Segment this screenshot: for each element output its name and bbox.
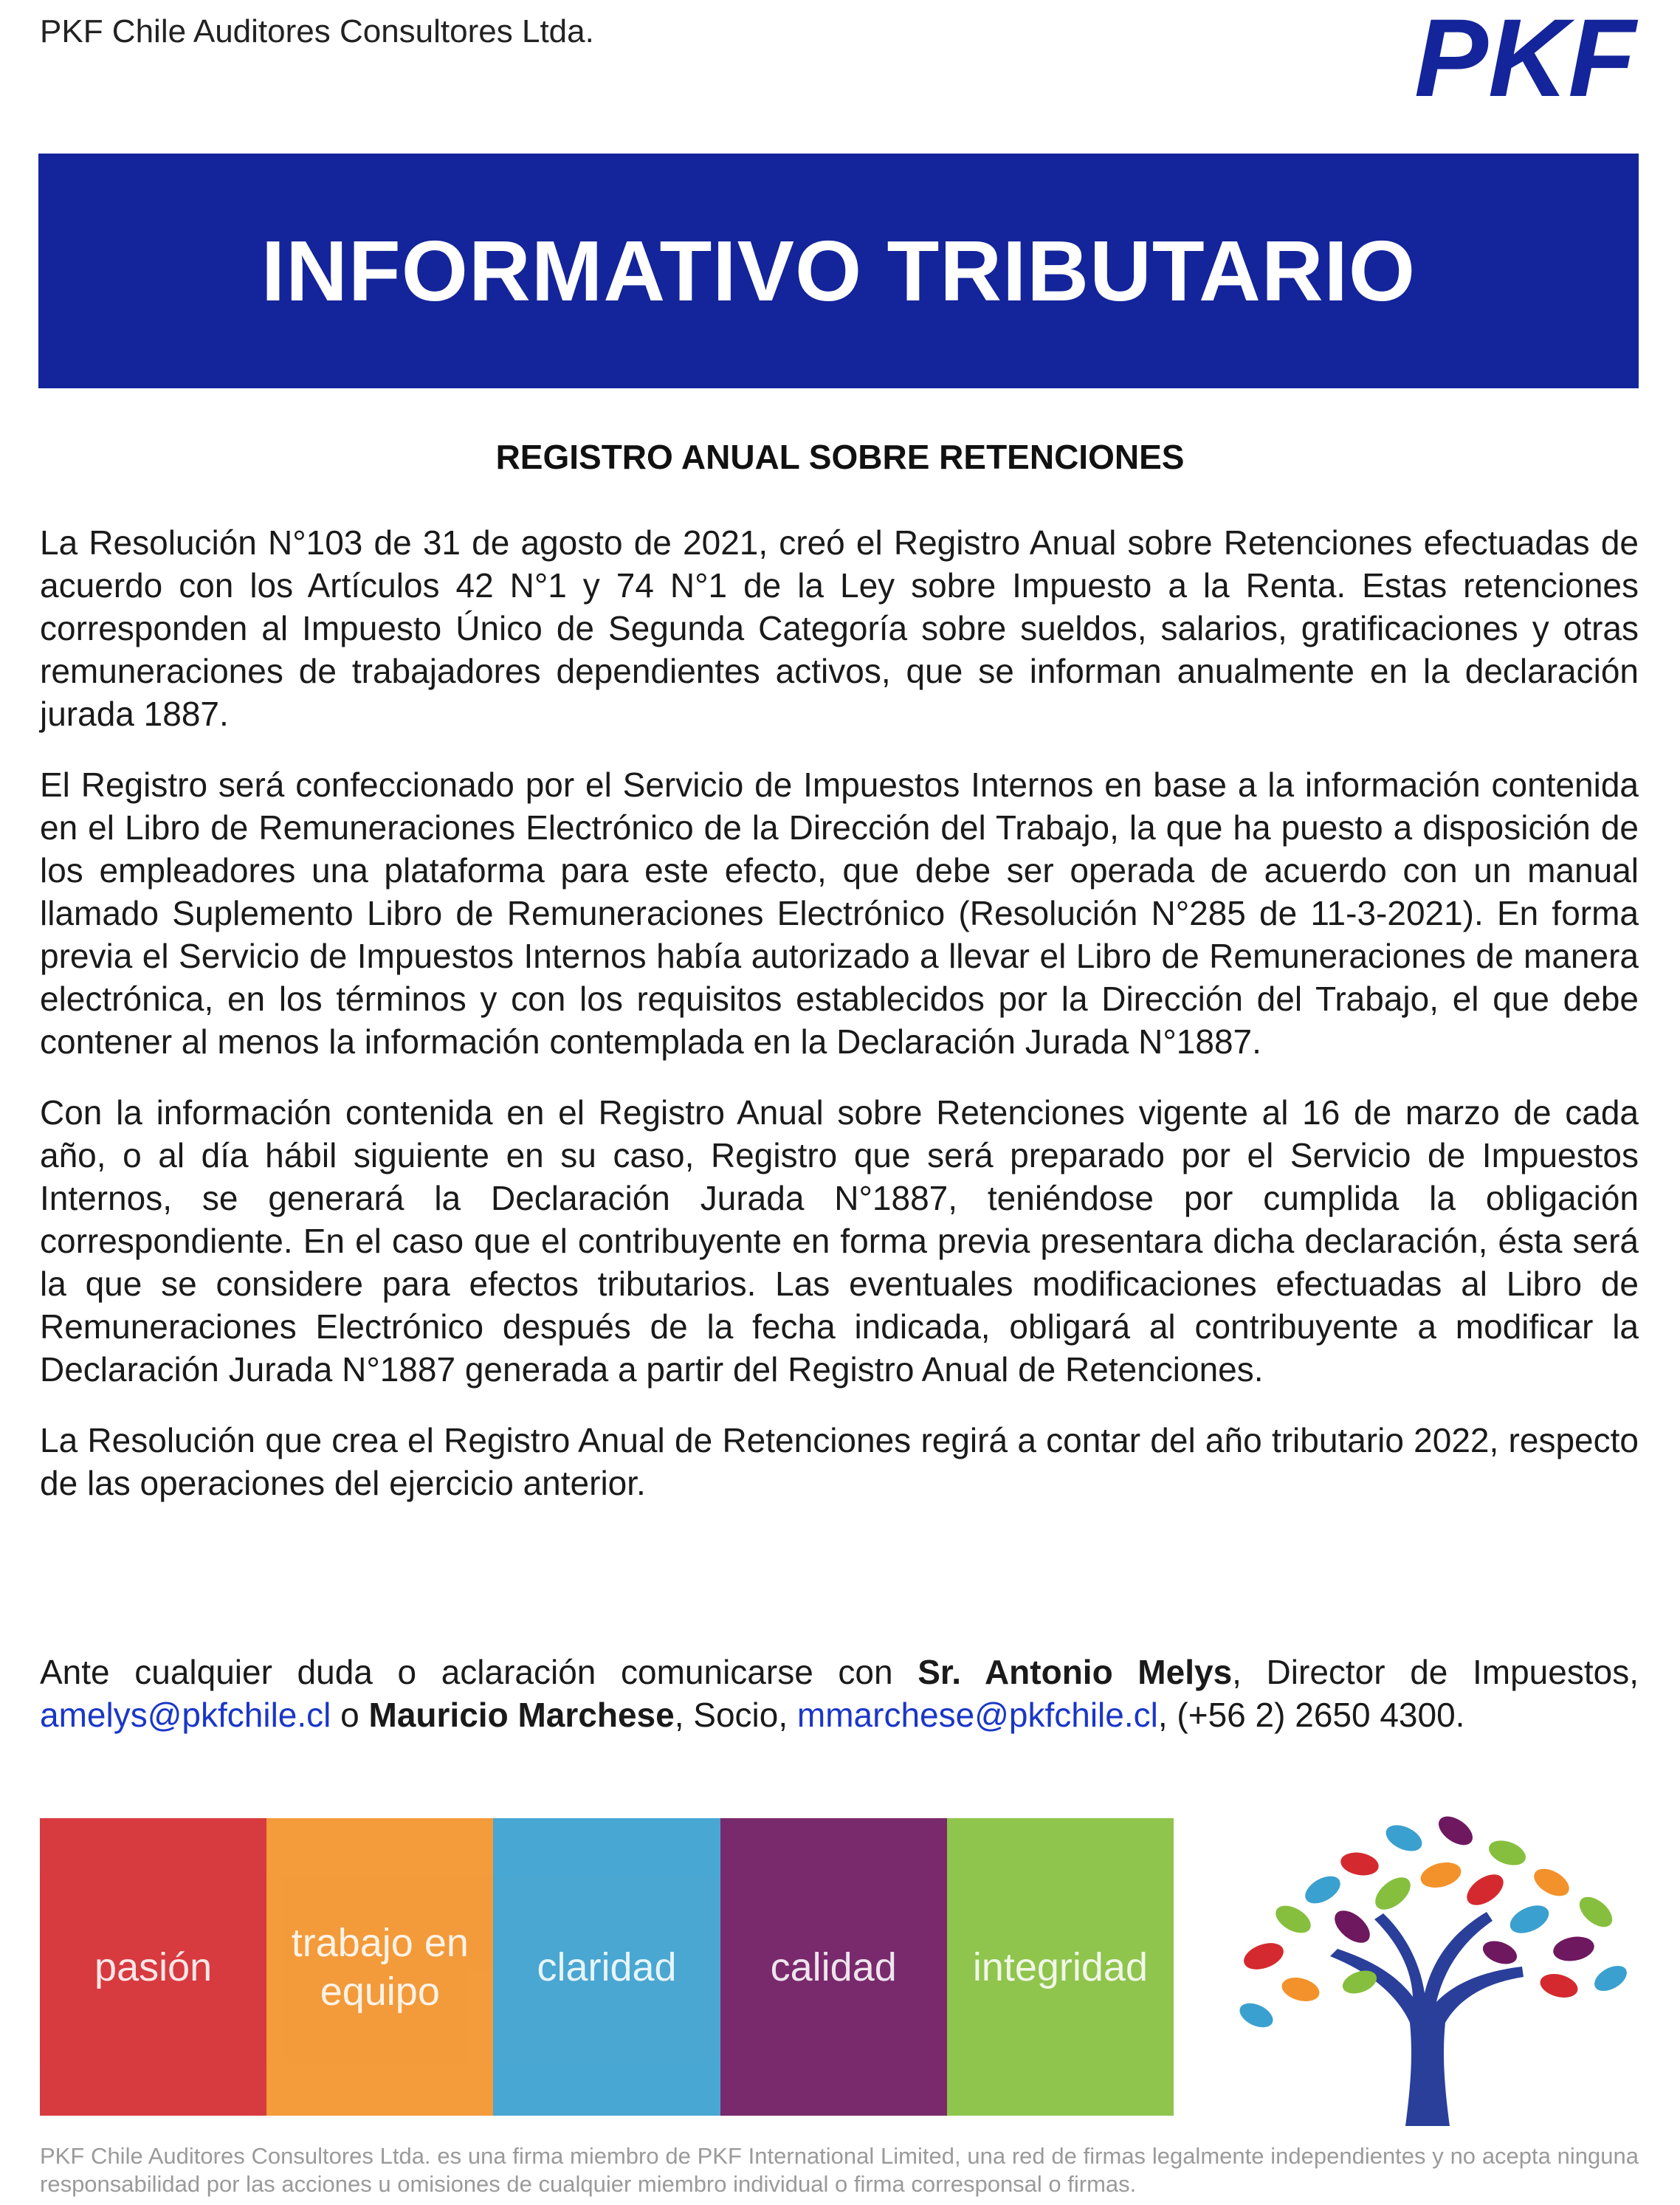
tree-icon	[1212, 1809, 1640, 2126]
value-pasion: pasión	[40, 1818, 266, 2116]
pkf-logo	[1408, 6, 1642, 106]
footer-disclaimer: PKF Chile Auditores Consultores Ltda. es una firma miembro de PKF International Limited, una red de firmas legalmente independientes y no acepta ninguna responsabilidad por las acciones u omisiones de cualquier miembro individual o firma corresponsal o firmas.	[40, 2143, 1639, 2197]
company-name: PKF Chile Auditores Consultores Ltda.	[40, 13, 594, 49]
banner-title: INFORMATIVO TRIBUTARIO	[261, 223, 1416, 319]
paragraph: Con la información contenida en el Registro Anual sobre Retenciones vigente al 16 de marzo de cada año, o al día hábil siguiente en su caso, Registro que será preparado por el Servicio de Impuestos Internos, se generará la Declaración Jurada N°1887, teniéndose por cumplida la obligación correspondiente. En el caso que el contribuyente en forma previa presentara dicha declaración, ésta será la que se considere para efectos tributarios. Las eventuales modificaciones efectuadas al Libro de Remuneraciones Electrónico después de la fecha indicada, obligará al contribuyente a modificar la Declaración Jurada N°1887 generada a partir del Registro Anual de Retenciones.	[40, 1093, 1639, 1389]
phone-number: , (+56 2) 2650 4300.	[1157, 1696, 1465, 1734]
values-banner	[40, 1818, 1174, 2116]
document-title: REGISTRO ANUAL SOBRE RETENCIONES	[495, 438, 1185, 476]
value-calidad: calidad	[720, 1818, 947, 2116]
email-link-amelys[interactable]: amelys@pkfchile.cl	[40, 1696, 331, 1734]
header-banner	[38, 154, 1639, 388]
value-trabajo-en-equipo: trabajo en equipo	[266, 1818, 493, 2116]
paragraph: La Resolución que crea el Registro Anual de Retenciones regirá a contar del año tributario 2022, respecto de las operaciones del ejercicio anterior.	[40, 1421, 1639, 1502]
paragraph: El Registro será confeccionado por el Servicio de Impuestos Internos en base a la información contenida en el Libro de Remuneraciones Electrónico de la Dirección del Trabajo, la que ha puesto a disposición de los empleadores una plataforma para este efecto, que debe ser operada de acuerdo con un manual llamado Suplemento Libro de Remuneraciones Electrónico (Resolución N°285 de 11-3-2021). En forma previa el Servicio de Impuestos Internos había autorizado a llevar el Libro de Remuneraciones de manera electrónica, en los términos y con los requisitos establecidos por la Dirección del Trabajo, el que debe contener al menos la información contemplada en la Declaración Jurada N°1887.	[40, 766, 1639, 1061]
contact-person-2: Mauricio Marchese	[368, 1696, 675, 1734]
document-body	[40, 521, 1639, 1533]
value-claridad: claridad	[493, 1818, 720, 2116]
svg-text:PKF: PKF	[1414, 6, 1636, 106]
paragraph: La Resolución N°103 de 31 de agosto de 2021, creó el Registro Anual sobre Retenciones efectuadas de acuerdo con los Artículos 42 N°1 y 74 N°1 de la Ley sobre Impuesto a la Renta. Estas retenciones corresponden al Impuesto Único de Segunda Categoría sobre sueldos, salarios, gratificaciones y otras remuneraciones de trabajadores dependientes activos, que se informan anualmente en la declaración jurada 1887.	[40, 523, 1639, 733]
email-link-mmarchese[interactable]: mmarchese@pkfchile.cl	[796, 1696, 1158, 1734]
contact-paragraph: Ante cualquier duda o aclaración comunicarse con Sr. Antonio Melys, Director de Impuestos, amelys@pkfchile.cl o Mauricio Marchese, Socio, mmarchese@pkfchile.cl, (+56 2) 2650 4300.	[40, 1653, 1639, 1734]
contact-person-1: Sr. Antonio Melys	[918, 1653, 1233, 1691]
value-integridad: integridad	[947, 1818, 1174, 2116]
